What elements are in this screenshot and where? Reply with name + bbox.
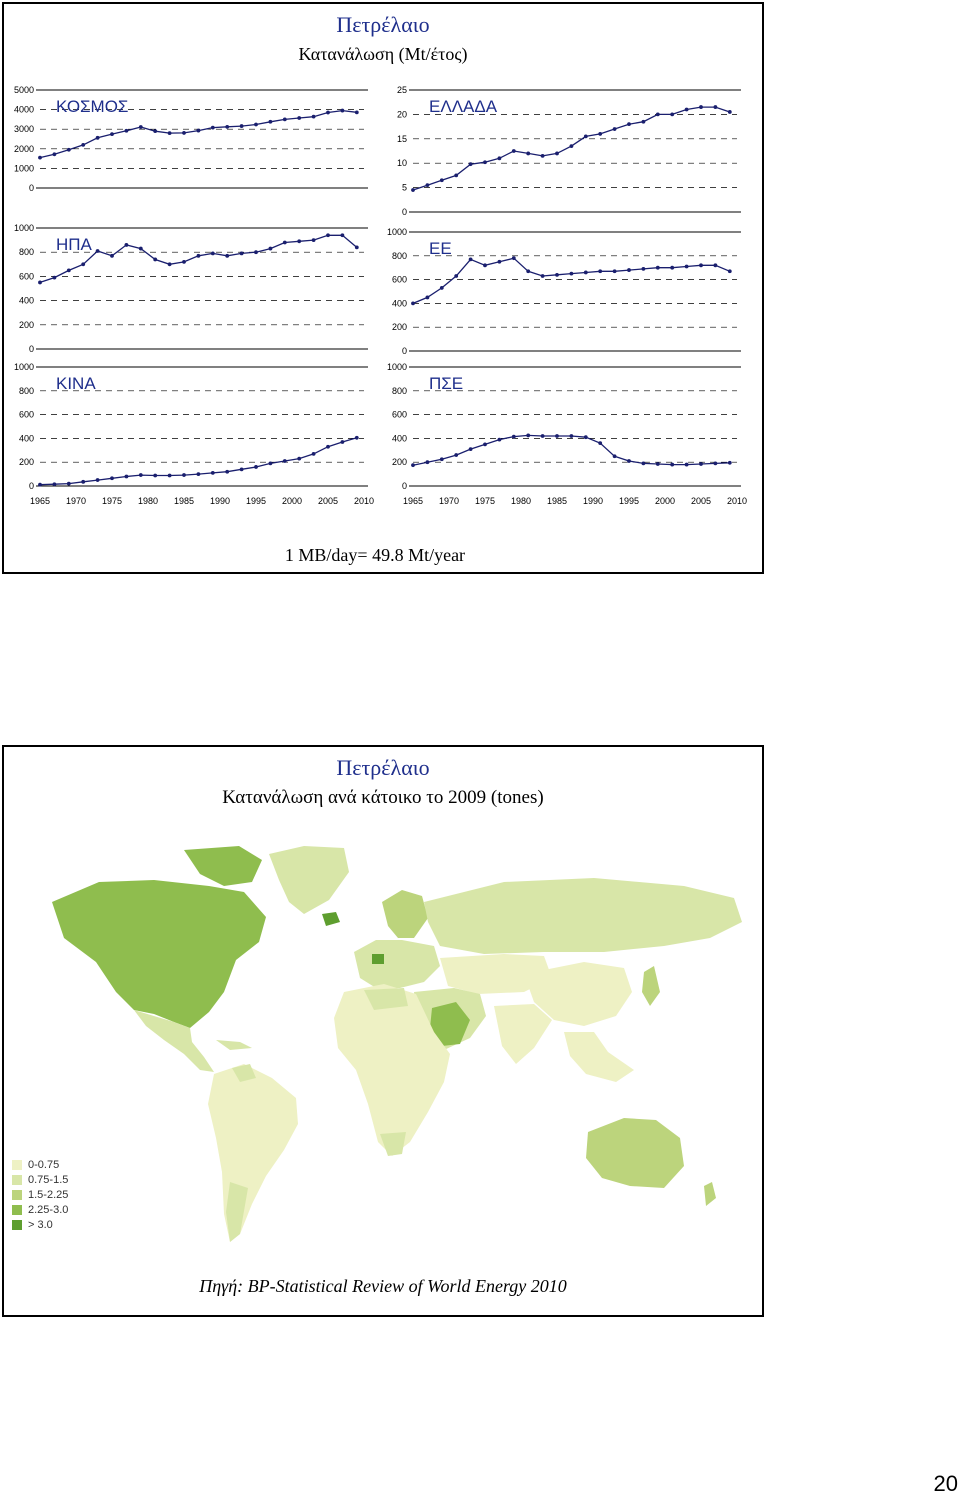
x-tick-label: 1990 [209,496,231,506]
data-point [153,474,157,478]
legend-swatch [12,1205,22,1215]
data-point [139,125,143,129]
data-point [341,440,345,444]
y-tick-label: 25 [396,85,407,95]
data-point [670,266,674,270]
data-point [670,463,674,467]
data-point [469,162,473,166]
series-line [40,438,357,485]
data-point [312,238,316,242]
y-tick-label: 200 [18,457,34,468]
y-tick-label: 400 [391,298,407,309]
data-point [197,472,201,476]
data-point [526,434,530,438]
data-point [254,465,258,469]
series-line [413,258,730,303]
data-point [67,268,71,272]
y-tick-label: 0 [401,346,407,356]
y-tick-label: 10 [396,158,407,169]
data-point [197,254,201,258]
world-map [4,842,762,1272]
x-tick-label: 2000 [654,496,676,506]
y-tick-label: 200 [391,457,407,468]
y-tick-label: 200 [18,319,34,330]
data-point [110,132,114,136]
x-tick-label: 1975 [101,496,123,506]
data-point [38,281,42,285]
data-point [341,233,345,237]
x-tick-label: 1975 [474,496,496,506]
slide-title: Πετρέλαιο [336,12,430,37]
series-line [413,435,730,465]
data-point [110,254,114,258]
data-point [598,441,602,445]
data-point [570,272,574,276]
data-point [53,482,57,486]
data-point [96,478,100,482]
data-point [297,457,301,461]
data-point [197,129,201,133]
x-tick-label: 2005 [317,496,339,506]
data-point [498,156,502,160]
data-point [699,105,703,109]
y-tick-label: 400 [391,433,407,444]
legend-swatch [12,1190,22,1200]
data-point [225,470,229,474]
data-point [613,127,617,131]
legend-label: 0.75-1.5 [28,1173,69,1186]
source-note: Πηγή: BP-Statistical Review of World Energy 2010 [199,1276,567,1296]
y-tick-label: 3000 [13,124,34,135]
data-point [685,463,689,467]
data-point [269,461,273,465]
data-point [454,274,458,278]
data-point [38,483,42,487]
data-point [512,256,516,260]
data-point [440,286,444,290]
legend-swatch [12,1220,22,1230]
data-point [656,462,660,466]
x-tick-label: 1995 [618,496,640,506]
data-point [670,113,674,117]
legend-item [12,1202,68,1217]
data-point [440,178,444,182]
x-tick-label: 1970 [65,496,87,506]
data-point [627,459,631,463]
data-point [355,245,359,249]
benelux-shape [372,954,384,964]
slide-subtitle: Κατανάλωση ανά κάτοικο το 2009 (tones) [222,787,544,808]
data-point [483,160,487,164]
y-tick-label: 1000 [13,163,34,174]
data-point [125,243,129,247]
y-tick-label: 1000 [386,227,407,237]
data-point [283,118,287,122]
data-point [326,445,330,449]
y-tick-label: 400 [18,433,34,444]
data-point [297,116,301,120]
data-point [182,473,186,477]
data-point [699,462,703,466]
data-point [426,296,430,300]
data-point [714,461,718,465]
data-point [211,126,215,130]
y-tick-label: 5000 [13,85,34,95]
data-point [627,268,631,272]
data-point [139,473,143,477]
legend-label: 0-0.75 [28,1158,60,1171]
legend-item [12,1187,68,1202]
data-point [526,152,530,156]
data-point [656,113,660,117]
data-point [685,108,689,112]
data-point [168,474,172,478]
data-point [440,457,444,461]
data-point [555,152,559,156]
y-tick-label: 0 [401,207,407,217]
data-point [225,125,229,129]
y-tick-label: 0 [28,481,34,491]
data-point [627,122,631,126]
legend-swatch [12,1175,22,1185]
data-point [96,136,100,140]
data-point [67,482,71,486]
y-tick-label: 200 [391,322,407,333]
panel-label: ΠΣΕ [429,374,464,393]
data-point [656,266,660,270]
x-tick-label: 1985 [546,496,568,506]
data-point [555,273,559,277]
page-number: 20 [933,1471,958,1496]
consumption-charts [4,4,762,524]
panel-label: ΕΕ [429,239,452,258]
panel-label: ΗΠΑ [56,235,92,254]
data-point [341,109,345,113]
x-tick-label: 1980 [510,496,532,506]
data-point [411,188,415,192]
y-tick-label: 600 [391,274,407,285]
data-point [728,110,732,114]
data-point [454,174,458,178]
x-tick-label: 1985 [173,496,195,506]
data-point [426,183,430,187]
x-tick-label: 2010 [353,496,375,506]
data-point [469,447,473,451]
legend-item [12,1172,68,1187]
data-point [555,434,559,438]
data-point [81,480,85,484]
panel-label: ΚΙΝΑ [56,374,96,393]
data-point [541,274,545,278]
data-point [699,263,703,267]
data-point [211,252,215,256]
data-point [584,271,588,275]
data-point [240,124,244,128]
legend-label: 1.5-2.25 [28,1188,69,1201]
data-point [153,129,157,133]
x-tick-label: 1965 [29,496,51,506]
data-point [139,247,143,251]
data-point [411,463,415,467]
x-tick-label: 1970 [438,496,460,506]
data-point [584,134,588,138]
data-point [168,131,172,135]
data-point [570,434,574,438]
data-point [269,247,273,251]
data-point [714,263,718,267]
data-point [96,249,100,253]
panel-label: ΚΟΣΜΟΣ [56,97,129,116]
data-point [67,148,71,152]
data-point [269,120,273,124]
x-tick-label: 1995 [245,496,267,506]
data-point [570,144,574,148]
data-point [728,269,732,273]
data-point [110,476,114,480]
legend-swatch [12,1160,22,1170]
data-point [211,471,215,475]
x-tick-label: 2005 [690,496,712,506]
data-point [613,269,617,273]
x-tick-label: 2010 [726,496,748,506]
legend-label: > 3.0 [28,1218,53,1231]
data-point [541,434,545,438]
y-tick-label: 800 [391,250,407,261]
data-point [125,475,129,479]
x-tick-label: 1990 [582,496,604,506]
data-point [153,258,157,262]
y-tick-label: 2000 [13,143,34,154]
data-point [283,241,287,245]
data-point [312,452,316,456]
data-point [498,438,502,442]
map-legend [12,1157,68,1232]
data-point [240,467,244,471]
data-point [613,454,617,458]
y-tick-label: 600 [18,409,34,420]
data-point [53,276,57,280]
data-point [598,269,602,273]
data-point [38,156,42,160]
data-point [642,120,646,124]
data-point [355,110,359,114]
y-tick-label: 800 [18,385,34,396]
slide-oil-consumption [2,2,764,574]
data-point [454,453,458,457]
data-point [312,115,316,119]
data-point [483,442,487,446]
slide-subtitle: Κατανάλωση (Mt/έτος) [298,44,468,64]
legend-label: 2.25-3.0 [28,1203,69,1216]
data-point [168,262,172,266]
data-point [53,152,57,156]
data-point [469,257,473,261]
y-tick-label: 1000 [13,362,34,372]
data-point [526,269,530,273]
data-point [498,260,502,264]
data-point [283,459,287,463]
y-tick-label: 20 [396,109,407,120]
legend-item [12,1217,68,1232]
y-tick-label: 5 [401,182,407,193]
series-line [413,107,730,190]
data-point [714,105,718,109]
legend-item [12,1157,68,1172]
data-point [81,262,85,266]
data-point [642,267,646,271]
data-point [512,435,516,439]
data-point [182,260,186,264]
x-tick-label: 2000 [281,496,303,506]
data-point [254,123,258,127]
data-point [512,149,516,153]
data-point [685,265,689,269]
data-point [225,254,229,258]
data-point [326,233,330,237]
data-point [642,461,646,465]
y-tick-label: 800 [391,385,407,396]
panel-label: ΕΛΛΑΔΑ [429,97,498,116]
data-point [728,461,732,465]
data-point [182,131,186,135]
y-tick-label: 600 [391,409,407,420]
data-point [584,435,588,439]
y-tick-label: 4000 [13,104,34,115]
y-tick-label: 1000 [13,223,34,233]
data-point [483,263,487,267]
y-tick-label: 15 [396,133,407,144]
x-tick-label: 1980 [137,496,159,506]
y-tick-label: 1000 [386,362,407,372]
x-tick-label: 1965 [402,496,424,506]
slide-title: Πετρέλαιο [336,755,430,780]
data-point [240,252,244,256]
data-point [411,302,415,306]
data-point [426,460,430,464]
data-point [355,436,359,440]
y-tick-label: 0 [401,481,407,491]
y-tick-label: 400 [18,295,34,306]
data-point [326,111,330,115]
slide-per-capita-map [2,745,764,1317]
data-point [125,129,129,133]
series-line [40,111,357,158]
y-tick-label: 800 [18,247,34,258]
data-point [81,143,85,147]
y-tick-label: 0 [28,344,34,354]
conversion-note: 1 MB/day= 49.8 Mt/year [284,545,466,565]
y-tick-label: 600 [18,271,34,282]
y-tick-label: 0 [28,183,34,193]
data-point [254,250,258,254]
data-point [541,154,545,158]
data-point [598,132,602,136]
data-point [297,239,301,243]
